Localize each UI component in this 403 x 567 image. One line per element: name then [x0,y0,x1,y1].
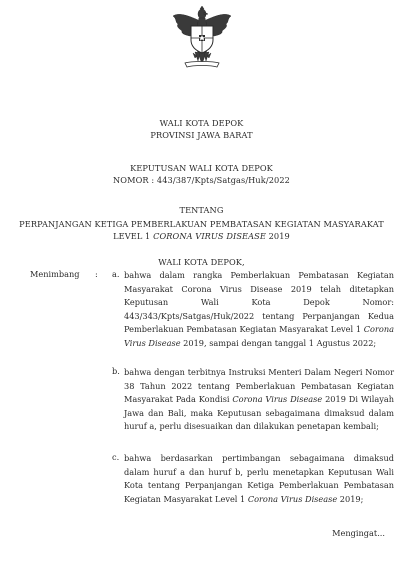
item-text-part: bahwa dalam rangka Pemberlakuan Pembatasan Kegiatan Masyarakat Corona Virus Disease 2019 telah ditetapkan Keputusan Wali Kota Depok Nomor: 443/343/Kpts/Satgas/Huk/2022 tentang Perpanjangan Kedua Pemberlakuan Pembatasan Kegiatan Masyarakat Level 1 [124,270,394,335]
decree-title: KEPUTUSAN WALI KOTA DEPOK [130,163,273,173]
item-text-italic: Corona Virus Disease [124,324,394,348]
item-marker: a. [112,269,120,279]
subject-about: TENTANG [179,205,224,215]
subject-line-2-prefix: LEVEL 1 [113,231,154,241]
garuda-pancasila-emblem-icon [171,6,233,70]
item-marker: c. [112,452,120,462]
item-text [124,452,394,506]
subject-line-2 [0,231,403,242]
issuer-province: PROVINSI JAWA BARAT [150,130,253,140]
item-text-part: 2019, sampai dengan tanggal 1 Agustus 2022; [180,337,377,348]
considering-colon: : [95,269,98,279]
subject-line-1: PERPANJANGAN KETIGA PEMBERLAKUAN PEMBATASAN KEGIATAN MASYARAKAT [19,219,384,229]
item-text-part: bahwa dengan terbitnya Instruksi Menteri Dalam Negeri Nomor 38 Tahun 2022 tentang Pemberlakuan Pembatasan Kegiatan Masyarakat Pada Kondisi [124,367,394,405]
subject-line-2-suffix: 2019 [265,231,290,241]
considering-label: Menimbang [30,269,80,279]
signer-title: WALI KOTA DEPOK, [158,257,245,267]
issuer-title: WALI KOTA DEPOK [159,118,244,128]
item-text-italic: Corona Virus Disease [232,394,323,405]
item-text-part: 2019; [337,493,364,504]
subject-line-2-italic: CORONA VIRUS DISEASE [153,231,266,241]
item-text-part: bahwa berdasarkan pertimbangan sebagaimana dimaksud dalam huruf a dan huruf b, perlu menetapkan Keputusan Wali Kota tentang Perpanjangan Ketiga Pemberlakuan Pembatasan Kegiatan Masyarakat Level 1 [124,453,394,504]
item-text-italic: Corona Virus Disease [247,493,338,504]
item-text [124,366,394,434]
decree-number: NOMOR : 443/387/Kpts/Satgas/Huk/2022 [113,175,290,185]
continuation-footer: Mengingat... [332,528,385,538]
item-text-part: 2019 Di Wilayah Jawa dan Bali, maka Keputusan sebagaimana dimaksud dalam huruf a, perlu disesuaikan dan dilakukan penetapan kembali; [124,394,394,432]
item-marker: b. [112,366,120,376]
item-text [124,269,394,351]
